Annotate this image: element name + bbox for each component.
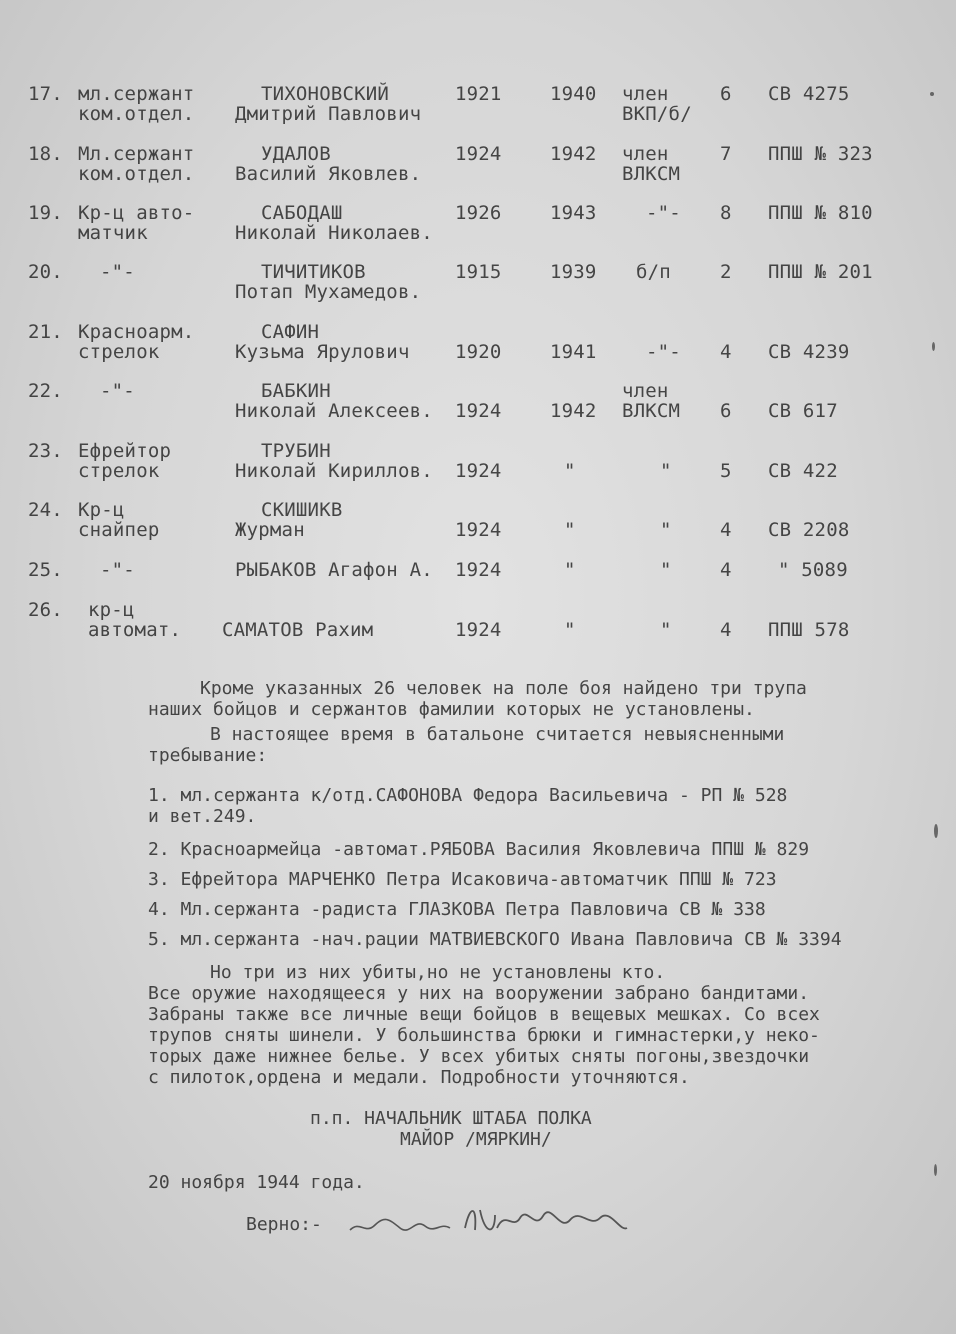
weapon-cell: ППШ № 323 [768,143,873,165]
weapon-cell: " 5089 [778,559,848,581]
weapon-cell: СВ 2208 [768,519,850,541]
service-year: 1942 [550,400,597,422]
weapon-cell: ППШ 578 [768,619,850,641]
list-item: и вет.249. [148,806,257,827]
weapon-cell: ППШ № 810 [768,202,873,224]
service-year: 1941 [550,341,597,363]
party-cell: член ВЛКСМ [622,380,681,422]
party-cell: " [660,619,672,641]
name-cell: САМАТОВ Рахим [222,619,374,641]
birth-year: 1924 [455,559,502,581]
paper-speck [930,92,934,96]
row-number: 22. [28,380,63,402]
rank-cell: Ефрейтор стрелок [78,440,172,482]
row-number: 17. [28,83,63,105]
weapon-cell: СВ 422 [768,460,838,482]
rank-cell: -"- [100,261,135,283]
row-number: 24. [28,499,63,521]
service-year: " [564,619,576,641]
table-row [0,322,956,382]
birth-year: 1926 [455,202,502,224]
name-cell: РЫБАКОВ Агафон А. [235,559,433,581]
table-row [0,84,956,144]
paper-speck [934,1164,937,1176]
birth-year: 1924 [455,143,502,165]
paper-speck [932,342,935,351]
birth-year: 1921 [455,83,502,105]
row-number: 19. [28,202,63,224]
count-cell: 2 [720,261,732,283]
table-row [0,500,956,560]
name-cell: САФИН Кузьма Ярулович [235,321,410,363]
weapon-cell: СВ 4239 [768,341,850,363]
handwritten-signature [345,1190,645,1250]
count-cell: 4 [720,619,732,641]
table-row [0,262,956,322]
name-cell: ТИХОНОВСКИЙ Дмитрий Павлович [235,83,422,125]
rank-cell: -"- [100,380,135,402]
name-cell: БАБКИН Николай Алексеев. [235,380,433,422]
count-cell: 4 [720,341,732,363]
row-number: 25. [28,559,63,581]
party-cell: -"- [646,202,681,224]
service-year: " [564,460,576,482]
party-cell: член ВКП/б/ [622,83,692,125]
paper-speck [934,824,938,838]
birth-year: 1915 [455,261,502,283]
table-row [0,144,956,204]
list-item: 2. Красноармейца -автомат.РЯБОВА Василия Яковлевича ППШ № 829 [148,839,810,860]
weapon-cell: СВ 4275 [768,83,850,105]
table-row [0,203,956,263]
name-cell: УДАЛОВ Василий Яковлев. [235,143,422,185]
list-item: 3. Ефрейтора МАРЧЕНКО Петра Исаковича-автоматчик ППШ № 723 [148,869,777,890]
verno-label: Верно:- [246,1214,322,1235]
birth-year: 1924 [455,460,502,482]
count-cell: 4 [720,519,732,541]
missing-list [148,782,842,953]
row-number: 20. [28,261,63,283]
list-item: 1. мл.сержанта к/отд.САФОНОВА Федора Васильевича - РП № 528 [148,785,788,806]
party-cell: " [660,559,672,581]
party-cell: член ВЛКСМ [622,143,681,185]
table-row [0,381,956,441]
service-year: 1943 [550,202,597,224]
rank-cell: Мл.сержант ком.отдел. [78,143,195,185]
note-bandits: Но три из них убиты,но не установлены кто. Все оружие находящееся у них на вооружении забрано бандитами. Забраны также все личные вещи бойцов в вещевых мешках. Со всех трупов сняты шинели. У большинства брюки и гимнастерки,у неко- торых даже нижнее белье. У всех убитых сняты погоны,звездочки с пилоток,ордена и медали. Подробности уточняются. [148,962,820,1088]
service-year: 1939 [550,261,597,283]
rank-cell: мл.сержант ком.отдел. [78,83,195,125]
birth-year: 1924 [455,619,502,641]
table-row [0,441,956,501]
party-cell: " [660,460,672,482]
service-year: " [564,519,576,541]
signature-block: п.п. НАЧАЛЬНИК ШТАБА ПОЛКА МАЙОР /МЯРКИН/ [310,1108,592,1150]
list-item: 4. Мл.сержанта -радиста ГЛАЗКОВА Петра Павловича СВ № 338 [148,899,766,920]
weapon-cell: ППШ № 201 [768,261,873,283]
row-number: 26. [28,599,63,621]
name-cell: ТРУБИН Николай Кириллов. [235,440,433,482]
count-cell: 7 [720,143,732,165]
name-cell: САБОДАШ Николай Николаев. [235,202,433,244]
birth-year: 1924 [455,519,502,541]
count-cell: 5 [720,460,732,482]
rank-cell: кр-ц автомат. [88,599,182,641]
count-cell: 4 [720,559,732,581]
count-cell: 6 [720,400,732,422]
table-row [0,600,956,660]
row-number: 18. [28,143,63,165]
party-cell: б/п [636,261,671,283]
weapon-cell: СВ 617 [768,400,838,422]
row-number: 23. [28,440,63,462]
party-cell: -"- [646,341,681,363]
document-date: 20 ноября 1944 года. [148,1172,365,1193]
name-cell: СКИШИКВ Журман [235,499,343,541]
service-year: 1942 [550,143,597,165]
note-found-bodies: Кроме указанных 26 человек на поле боя найдено три трупа наших бойцов и сержантов фамилии которых не установлены. [148,678,807,720]
note-unaccounted: В настоящее время в батальоне считается невыясненными требывание: [148,724,785,766]
count-cell: 6 [720,83,732,105]
birth-year: 1920 [455,341,502,363]
service-year: 1940 [550,83,597,105]
list-item: 5. мл.сержанта -нач.рации МАТВИЕВСКОГО Ивана Павловича СВ № 3394 [148,929,842,950]
birth-year: 1924 [455,400,502,422]
service-year: " [564,559,576,581]
row-number: 21. [28,321,63,343]
rank-cell: Красноарм. стрелок [78,321,195,363]
rank-cell: Кр-ц авто- матчик [78,202,195,244]
count-cell: 8 [720,202,732,224]
name-cell: ТИЧИТИКОВ Потап Мухамедов. [235,261,422,303]
rank-cell: Кр-ц снайпер [78,499,160,541]
rank-cell: -"- [100,559,135,581]
party-cell: " [660,519,672,541]
